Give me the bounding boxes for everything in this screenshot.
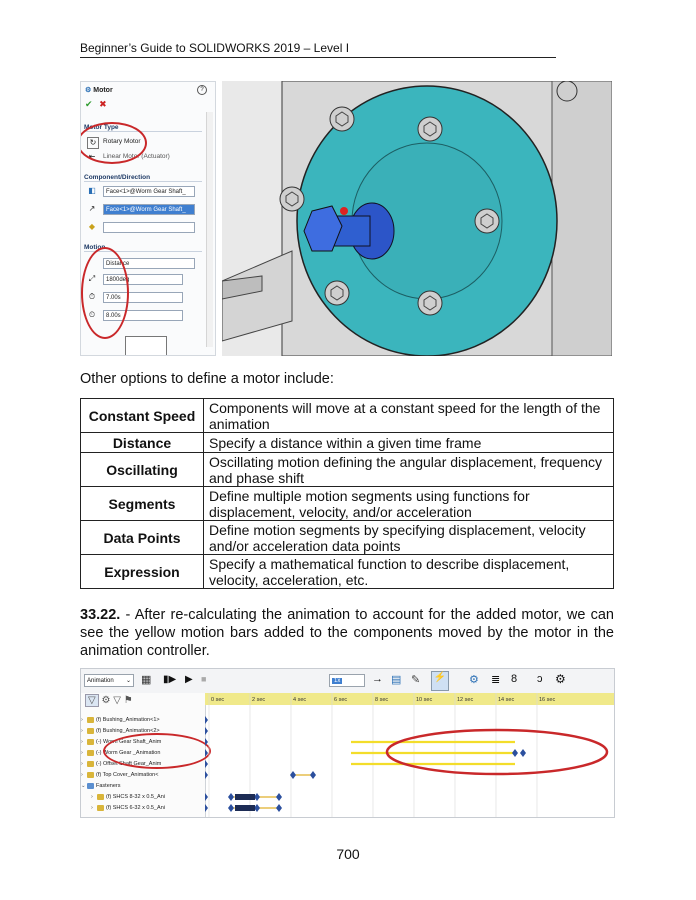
graphics-area[interactable]	[222, 81, 612, 356]
filter-selected-icon[interactable]: ⚑	[123, 695, 133, 706]
animation-controller	[80, 668, 615, 818]
duration-icon: ⏲	[88, 310, 96, 319]
key-point	[205, 771, 208, 779]
ok-check-icon[interactable]: ✔	[85, 99, 93, 109]
stop-icon[interactable]: ■	[201, 674, 207, 684]
step-number: 33.22.	[80, 607, 121, 623]
relative-component-icon: ◆	[88, 222, 96, 231]
folder-icon	[87, 783, 94, 789]
key-selection	[235, 805, 255, 811]
timeline-tick-label: 10 sec	[416, 697, 433, 703]
displacement-field[interactable]: 1800deg	[103, 274, 183, 285]
part-icon	[87, 761, 94, 767]
pm-title: Motor	[93, 87, 113, 94]
option-name: Segments	[81, 487, 204, 521]
motor-icon: ⚙	[85, 87, 92, 94]
part-icon	[87, 739, 94, 745]
key-point	[205, 716, 208, 724]
autokey-icon[interactable]: ⚡	[431, 671, 449, 691]
contact-icon[interactable]: 8	[511, 673, 518, 685]
motor-figure	[80, 81, 612, 356]
play-icon[interactable]: ▶	[185, 674, 193, 685]
highlight-circle-tree	[103, 733, 211, 769]
key-point	[228, 804, 234, 812]
study-type-value: Animation	[87, 678, 114, 684]
displacement-icon: ⤢	[88, 274, 96, 283]
timeline-tick-label: 16 sec	[539, 697, 556, 703]
timeline-tick-label: 14 sec	[498, 697, 515, 703]
duration-field[interactable]: 8.00s	[103, 310, 183, 321]
option-description: Define motion segments by specifying displacement, velocity and/or acceleration data points	[204, 521, 614, 555]
animation-wizard-icon[interactable]: ✎	[411, 674, 421, 686]
component-face-icon: ◧	[88, 186, 96, 195]
filter-animated-icon[interactable]: ⚙	[101, 695, 111, 706]
key-point	[205, 804, 208, 812]
spring-icon[interactable]: ≣	[491, 674, 501, 686]
part-icon	[87, 750, 94, 756]
section-motor-type[interactable]: Motor Type	[84, 124, 202, 132]
key-point	[205, 738, 208, 746]
key-point	[205, 727, 208, 735]
key-point	[205, 749, 208, 757]
part-icon	[97, 805, 104, 811]
cancel-x-icon[interactable]: ✖	[99, 99, 107, 109]
step-text: - After re-calculating the animation to account for the added motor, we can see the yellow motion bars added to the components moved by the motor in the animation controller.	[80, 607, 614, 659]
list-item[interactable]: › (f) Bushing_Animation<2>	[81, 728, 160, 734]
option-name: Distance	[81, 433, 204, 453]
timeline-tick-label: 0 sec	[211, 697, 225, 703]
rotary-motor-option[interactable]: Rotary Motor	[103, 138, 141, 145]
gravity-icon[interactable]: ɔ	[537, 673, 543, 685]
start-time-icon: ⏱	[88, 292, 96, 301]
playback-speed-select[interactable]	[329, 674, 365, 687]
motor-options-table	[80, 398, 614, 589]
timeline-tick-label: 12 sec	[457, 697, 474, 703]
start-time-field[interactable]: 7.00s	[103, 292, 183, 303]
highlight-circle-motor-type	[80, 122, 147, 164]
filter-icon[interactable]: ▽	[85, 694, 99, 707]
component-face-field[interactable]: Face<1>@Worm Gear Shaft_	[103, 186, 195, 197]
step-paragraph	[80, 606, 614, 660]
part-icon	[97, 794, 104, 800]
timeline-tick-label: 2 sec	[252, 697, 266, 703]
table-row	[81, 453, 614, 487]
timeline-svg	[205, 693, 614, 817]
running-header: Beginner’s Guide to SOLIDWORKS 2019 – Level I	[80, 41, 556, 58]
motion-toolbar	[81, 669, 614, 694]
table-row	[81, 521, 614, 555]
motion-type-select[interactable]: Distance	[103, 258, 195, 269]
page-number: 700	[336, 846, 360, 862]
filter-driving-icon[interactable]: ▽	[113, 695, 121, 706]
graph-preview-box	[125, 336, 167, 356]
section-motion[interactable]: Motion	[84, 244, 202, 252]
timeline-tick-label: 4 sec	[293, 697, 307, 703]
filter-icons-row	[85, 695, 133, 706]
play-from-start-icon[interactable]: ▮▶	[163, 674, 177, 685]
playback-speed-value: 1x	[334, 678, 341, 684]
highlight-circle-motion	[81, 247, 129, 339]
list-item[interactable]: › (f) Top Cover_Animation<	[81, 772, 159, 778]
motion-manager-tree	[81, 693, 206, 817]
list-item[interactable]: › (f) Bushing_Animation<1>	[81, 717, 160, 723]
linear-motor-icon[interactable]: ⇤	[88, 152, 96, 161]
relative-component-field[interactable]	[103, 222, 195, 233]
timeline-area[interactable]	[205, 693, 614, 817]
key-point	[205, 793, 208, 801]
section-component-direction[interactable]: Component/Direction	[84, 174, 202, 182]
part-icon	[87, 772, 94, 778]
option-description: Oscillating motion defining the angular displacement, frequency and phase shift	[204, 453, 614, 487]
option-description: Specify a mathematical function to describe displacement, velocity, acceleration, etc.	[204, 555, 614, 589]
list-item[interactable]: › (-) Worm Gear _Animation	[81, 750, 161, 756]
option-name: Expression	[81, 555, 204, 589]
motor-property-manager	[80, 81, 216, 356]
list-item[interactable]: › (f) SHCS 6-32 x 0.5_Ani	[91, 805, 165, 811]
list-item[interactable]: › (-) Worm Gear Shaft_Anim	[81, 739, 162, 745]
table-row	[81, 433, 614, 453]
table-row	[81, 487, 614, 521]
direction-face-field[interactable]: Face<1>@Worm Gear Shaft_	[103, 204, 195, 215]
key-point	[310, 771, 316, 779]
key-selection	[235, 794, 255, 800]
list-item[interactable]: › (f) SHCS 8-32 x 0.5_Ani	[91, 794, 165, 800]
key-point	[205, 760, 208, 768]
calculate-icon[interactable]: ▦	[141, 674, 152, 686]
key-point	[520, 749, 526, 757]
key-point	[276, 793, 282, 801]
motor-tool-icon[interactable]: ⚙	[469, 674, 479, 686]
part-icon	[87, 717, 94, 723]
intro-text: Other options to define a motor include:	[80, 371, 334, 387]
study-properties-gear-icon[interactable]: ⚙	[555, 672, 566, 686]
timeline-tick-label: 8 sec	[375, 697, 389, 703]
study-type-select[interactable]	[84, 674, 134, 687]
table-row	[81, 555, 614, 589]
save-animation-icon[interactable]: ▤	[391, 674, 402, 686]
gearbox-model	[222, 81, 612, 356]
linear-motor-option[interactable]: Linear Motor (Actuator)	[103, 153, 170, 160]
key-point	[512, 749, 518, 757]
timeline-tick-label: 6 sec	[334, 697, 348, 703]
key-point	[228, 793, 234, 801]
table-row	[81, 399, 614, 433]
playback-mode-icon[interactable]: →	[372, 673, 383, 685]
key-point	[276, 804, 282, 812]
help-icon[interactable]: ?	[197, 85, 207, 95]
option-description: Components will move at a constant speed for the length of the animation	[204, 399, 614, 433]
list-item[interactable]: ⌄ Fasteners	[81, 783, 121, 789]
option-description: Specify a distance within a given time frame	[204, 433, 614, 453]
chevron-down-icon: ⌄	[125, 678, 131, 684]
pm-scrollbar[interactable]	[206, 112, 213, 347]
option-name: Data Points	[81, 521, 204, 555]
part-icon	[87, 728, 94, 734]
rotary-motor-icon[interactable]: ↻	[87, 137, 99, 149]
option-name: Constant Speed	[81, 399, 204, 433]
option-description: Define multiple motion segments using functions for displacement, velocity, and/or acceleration	[204, 487, 614, 521]
list-item[interactable]: › (-) Offset Shaft Gear_Anim	[81, 761, 162, 767]
direction-arrow-icon[interactable]: ↗	[88, 204, 96, 213]
option-name: Oscillating	[81, 453, 204, 487]
